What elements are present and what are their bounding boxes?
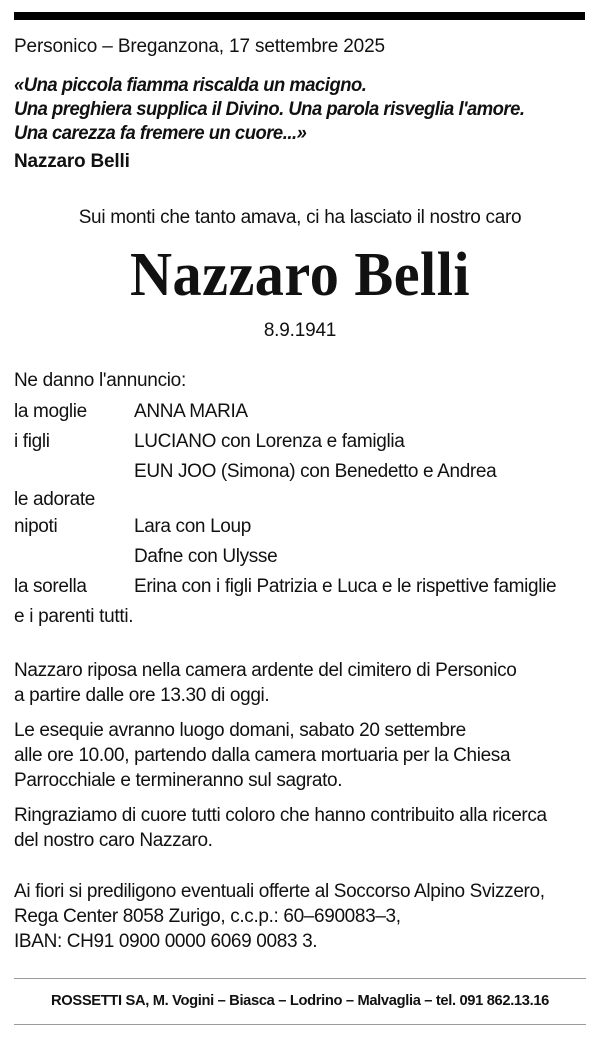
funeral-home-credit: ROSSETTI SA, M. Vogini – Biasca – Lodrino – Malvaglia – tel. 091 862.13.16 <box>50 992 550 1009</box>
quote-line-2: Una preghiera supplica il Divino. Una parola risveglia l'amore. <box>14 99 525 120</box>
donations-line-1: Ai fiori si prediligono eventuali offerte al Soccorso Alpino Svizzero, <box>14 881 545 902</box>
family-row-grandchildren <box>14 512 586 542</box>
family-row-children-second <box>14 457 586 487</box>
relation-label: i figli <box>14 431 50 452</box>
relation-names: Lara con Loup <box>134 516 251 537</box>
family-closing-line: e i parenti tutti. <box>14 606 134 627</box>
memorial-quote <box>14 74 569 146</box>
relation-names: LUCIANO con Lorenza e famiglia <box>134 431 405 452</box>
relation-names: Dafne con Ulysse <box>134 546 278 567</box>
relation-label: la sorella <box>14 576 87 597</box>
quote-line-1: «Una piccola fiamma riscalda un macigno. <box>14 75 367 96</box>
vigil-info-line-2: a partire dalle ore 13.30 di oggi. <box>14 685 270 706</box>
donations-line-3: IBAN: CH91 0900 0000 6069 0083 3. <box>14 931 318 952</box>
family-row-grandchildren-label <box>14 487 586 512</box>
relation-label: la moglie <box>14 401 87 422</box>
family-row-wife <box>14 397 586 427</box>
relation-label-empty <box>14 542 134 572</box>
deceased-name: Nazzaro Belli <box>129 241 471 309</box>
announcement-heading: Ne danno l'annuncio: <box>14 370 186 391</box>
birth-date: 8.9.1941 <box>263 320 337 341</box>
relation-label: le adorate <box>14 489 96 510</box>
relation-names: EUN JOO (Simona) con Benedetto e Andrea <box>134 461 497 482</box>
family-row-sister <box>14 572 586 602</box>
place-and-date: Personico – Breganzona, 17 settembre 2025 <box>14 36 385 57</box>
donations-line-2: Rega Center 8058 Zurigo, c.c.p.: 60–690083–3, <box>14 906 401 927</box>
quote-author: Nazzaro Belli <box>14 151 130 172</box>
quote-line-3: Una carezza fa fremere un cuore...» <box>14 123 307 144</box>
funeral-info-line-1: Le esequie avranno luogo domani, sabato 20 settembre <box>14 720 466 741</box>
relation-label-empty <box>14 457 134 487</box>
intro-line: Sui monti che tanto amava, ci ha lasciato il nostro caro <box>78 207 522 228</box>
relation-names: ANNA MARIA <box>134 401 248 422</box>
relation-names: Erina con i figli Patrizia e Luca e le rispettive famiglie <box>134 576 557 597</box>
vigil-info-paragraph <box>14 658 586 708</box>
family-row-grandchildren-second <box>14 542 586 572</box>
thanks-line-2: del nostro caro Nazzaro. <box>14 830 213 851</box>
family-list <box>14 397 586 602</box>
top-black-bar <box>14 12 585 20</box>
family-row-children <box>14 427 586 457</box>
thanks-line-1: Ringraziamo di cuore tutti coloro che hanno contribuito alla ricerca <box>14 805 547 826</box>
footer <box>14 978 586 1025</box>
vigil-info-line-1: Nazzaro riposa nella camera ardente del cimitero di Personico <box>14 660 517 681</box>
funeral-info-line-3: Parrocchiale e termineranno sul sagrato. <box>14 770 343 791</box>
donations-paragraph <box>14 879 586 954</box>
relation-label-second-line: nipoti <box>14 516 58 537</box>
footer-rule-bottom <box>14 1024 586 1025</box>
thanks-paragraph <box>14 803 586 853</box>
relation-names-empty <box>134 487 586 512</box>
funeral-info-line-2: alle ore 10.00, partendo dalla camera mortuaria per la Chiesa <box>14 745 511 766</box>
funeral-info-paragraph <box>14 718 586 793</box>
